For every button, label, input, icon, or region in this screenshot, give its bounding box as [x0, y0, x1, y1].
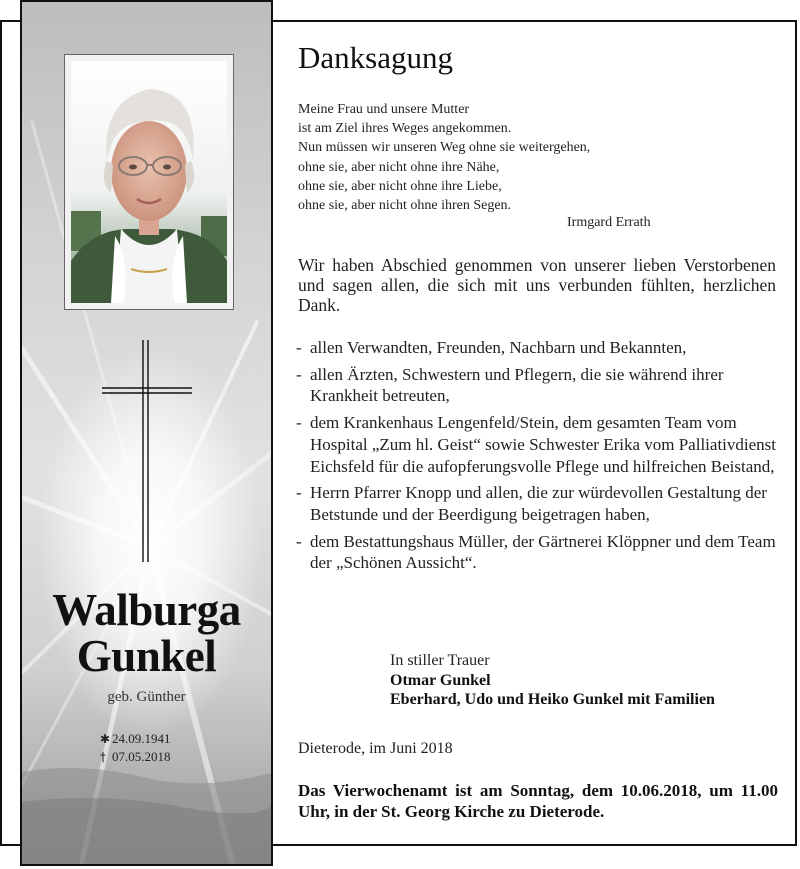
poem — [298, 100, 590, 215]
latin-cross-icon — [102, 340, 192, 562]
dagger-icon: † — [100, 750, 106, 764]
poem-line: ohne sie, aber nicht ohne ihre Nähe, — [298, 159, 500, 175]
death-date: 07.05.2018 — [112, 749, 171, 764]
dash-bullet: - — [296, 338, 302, 357]
list-item-text: allen Verwandten, Freunden, Nachbarn und Bekannten, — [310, 338, 687, 357]
mourning-phrase: In stiller Trauer — [390, 652, 490, 669]
side-panel — [20, 0, 273, 866]
portrait-frame — [64, 54, 234, 310]
notice-title: Danksagung — [298, 40, 453, 75]
poem-line: Nun müssen wir unseren Weg ohne sie weitergehen, — [298, 140, 591, 156]
poem-line: ist am Ziel ihres Weges angekommen. — [298, 121, 512, 137]
list-item — [296, 482, 786, 525]
list-item-text: Herrn Pfarrer Knopp und allen, die zur würdevollen Gestaltung der Betstunde und der Beerdigung beigetragen haben, — [310, 483, 767, 524]
place-date: Dieterode, im Juni 2018 — [298, 740, 453, 757]
birth-row — [100, 730, 171, 748]
maiden-name: geb. Günther — [107, 689, 186, 705]
mourner-children: Eberhard, Udo und Heiko Gunkel mit Familien — [390, 691, 715, 708]
list-item-text: allen Ärzten, Schwestern und Pflegern, die sie während ihrer Krankheit betreuten, — [310, 364, 724, 406]
service-notice: Das Vierwochenamt ist am Sonntag, dem 10.06.2018, um 11.00 Uhr, in der St. Georg Kirche zu Dieterode. — [298, 781, 778, 821]
signoff — [390, 651, 715, 710]
poem-line: ohne sie, aber nicht ohne ihre Liebe, — [298, 178, 502, 194]
dash-bullet: - — [296, 413, 302, 433]
poem-author: Irmgard Errath — [567, 215, 651, 230]
poem-line: Meine Frau und unsere Mutter — [298, 102, 470, 117]
list-item — [296, 412, 786, 477]
dash-bullet: - — [296, 364, 302, 384]
birth-date: 24.09.1941 — [112, 731, 171, 746]
thanks-list — [296, 337, 786, 579]
portrait-photo — [71, 61, 227, 303]
dash-bullet: - — [296, 531, 302, 551]
asterisk-icon: ✱ — [100, 732, 111, 746]
death-row — [100, 748, 171, 766]
dash-bullet: - — [296, 483, 302, 503]
list-item — [296, 364, 786, 407]
life-dates — [100, 730, 171, 766]
last-name: Gunkel — [76, 631, 217, 681]
mourner-spouse: Otmar Gunkel — [390, 671, 491, 689]
deceased-name-block — [22, 587, 271, 706]
list-item-text: dem Bestattungshaus Müller, der Gärtnerei Klöppner und dem Team der „Schönen Aussicht“. — [310, 531, 776, 573]
poem-line: ohne sie, aber nicht ohne ihren Segen. — [298, 198, 512, 214]
first-name: Walburga — [52, 585, 241, 635]
list-item — [296, 531, 786, 574]
list-item — [296, 337, 786, 359]
list-item-text: dem Krankenhaus Lengenfeld/Stein, dem gesamten Team vom Hospital „Zum hl. Geist“ sowie Schwester Erika vom Palliativdienst Eichsfeld für die aufopferungsvolle Pflege und hilfreichen Beistand, — [310, 413, 776, 476]
intro-paragraph: Wir haben Abschied genommen von unserer lieben Verstorbenen und sagen allen, die sich mit uns verbunden fühlten, herzlichen Dank. — [298, 255, 776, 315]
